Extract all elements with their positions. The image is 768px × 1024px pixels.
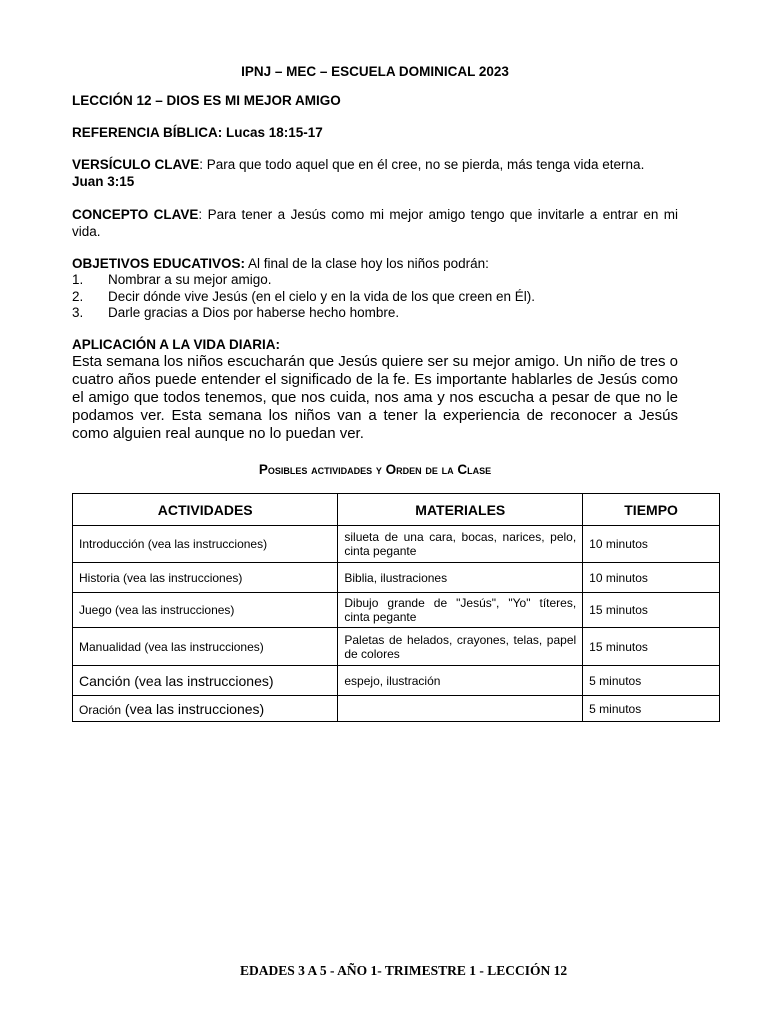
activity-cell: Introducción (vea las instrucciones): [73, 526, 338, 563]
table-row: [73, 696, 720, 722]
objective-text: Darle gracias a Dios por haberse hecho hombre.: [108, 305, 400, 320]
key-verse-citation: Juan 3:15: [72, 173, 135, 189]
materials-cell: Paletas de helados, crayones, telas, papel de colores: [338, 628, 583, 666]
lesson-title: LECCIÓN 12 – DIOS ES MI MEJOR AMIGO: [72, 93, 341, 108]
time-cell: 10 minutos: [583, 526, 720, 563]
activity-cell-instructions: (vea las instrucciones): [121, 700, 265, 717]
objective-number: 2.: [72, 288, 84, 304]
objective-number: 1.: [72, 272, 84, 287]
table-row: [73, 593, 720, 628]
activity-cell: [73, 696, 338, 722]
bible-reference: REFERENCIA BÍBLICA: Lucas 18:15-17: [72, 125, 323, 140]
application-heading: APLICACIÓN A LA VIDA DIARIA:: [72, 337, 280, 352]
key-verse: [72, 157, 678, 190]
time-cell: 5 minutos: [583, 696, 720, 722]
activity-cell-label: Oración: [79, 702, 122, 717]
activities-section-title: Posibles actividades y Orden de la Clase: [258, 462, 492, 477]
activity-cell: Juego (vea las instrucciones): [73, 593, 338, 628]
materials-cell: espejo, ilustración: [338, 666, 583, 696]
materials-cell: silueta de una cara, bocas, narices, pelo, cinta pegante: [338, 526, 583, 563]
key-concept: [72, 207, 678, 240]
table-row: [73, 666, 720, 696]
objective-text: Nombrar a su mejor amigo.: [108, 272, 272, 287]
table-row: [73, 563, 720, 593]
page-footer: EDADES 3 A 5 - AÑO 1- TRIMESTRE 1 - LECCIÓN 12: [240, 963, 568, 978]
time-cell: 15 minutos: [583, 593, 720, 628]
time-cell: 5 minutos: [583, 666, 720, 696]
table-header-row: [73, 494, 720, 526]
objective-text: Decir dónde vive Jesús (en el cielo y en la vida de los que creen en Él).: [108, 288, 535, 304]
materials-cell: [338, 696, 583, 722]
materials-cell: Dibujo grande de "Jesús", "Yo" títeres, cinta pegante: [338, 593, 583, 628]
activities-table: [72, 493, 720, 722]
table-row: [73, 628, 720, 666]
activity-cell: Canción (vea las instrucciones): [73, 666, 338, 696]
activity-cell: Historia (vea las instrucciones): [73, 563, 338, 593]
objectives-intro: Al final de la clase hoy los niños podrán:: [245, 256, 489, 271]
objective-item: [72, 305, 678, 322]
key-verse-label: VERSÍCULO CLAVE: [72, 157, 200, 172]
table-row: [73, 526, 720, 563]
column-header-activities: ACTIVIDADES: [73, 494, 338, 526]
materials-cell: Biblia, ilustraciones: [338, 563, 583, 593]
key-verse-text: : Para que todo aquel que en él cree, no se pierda, más tenga vida eterna.: [199, 157, 645, 172]
document-header: IPNJ – MEC – ESCUELA DOMINICAL 2023: [241, 64, 509, 79]
key-concept-label: CONCEPTO CLAVE: [72, 207, 199, 222]
activity-cell: Manualidad (vea las instrucciones): [73, 628, 338, 666]
column-header-time: TIEMPO: [583, 494, 720, 526]
objective-item: [72, 272, 678, 289]
objectives-heading: [72, 256, 678, 273]
objective-item: [72, 289, 678, 306]
column-header-materials: MATERIALES: [338, 494, 583, 526]
objective-number: 3.: [72, 305, 84, 320]
objectives-list: [72, 272, 678, 322]
objectives-label: OBJETIVOS EDUCATIVOS:: [72, 256, 246, 271]
time-cell: 10 minutos: [583, 563, 720, 593]
time-cell: 15 minutos: [583, 628, 720, 666]
application-text: Esta semana los niños escucharán que Jesús quiere ser su mejor amigo. Un niño de tres o cuatro años puede entender el significado de la fe. Es importante hablarles de Jesús como el amigo que todos tenemos, que nos cuida, nos ama y nos escucha a pesar de que no le podamos ver. Esta semana los niños van a tener la experiencia de reconocer a Jesús como alguien real aunque no lo puedan ver.: [72, 353, 678, 442]
key-concept-text: : Para tener a Jesús como mi mejor amigo tengo que invitarle a entrar en mi vida.: [72, 207, 678, 239]
